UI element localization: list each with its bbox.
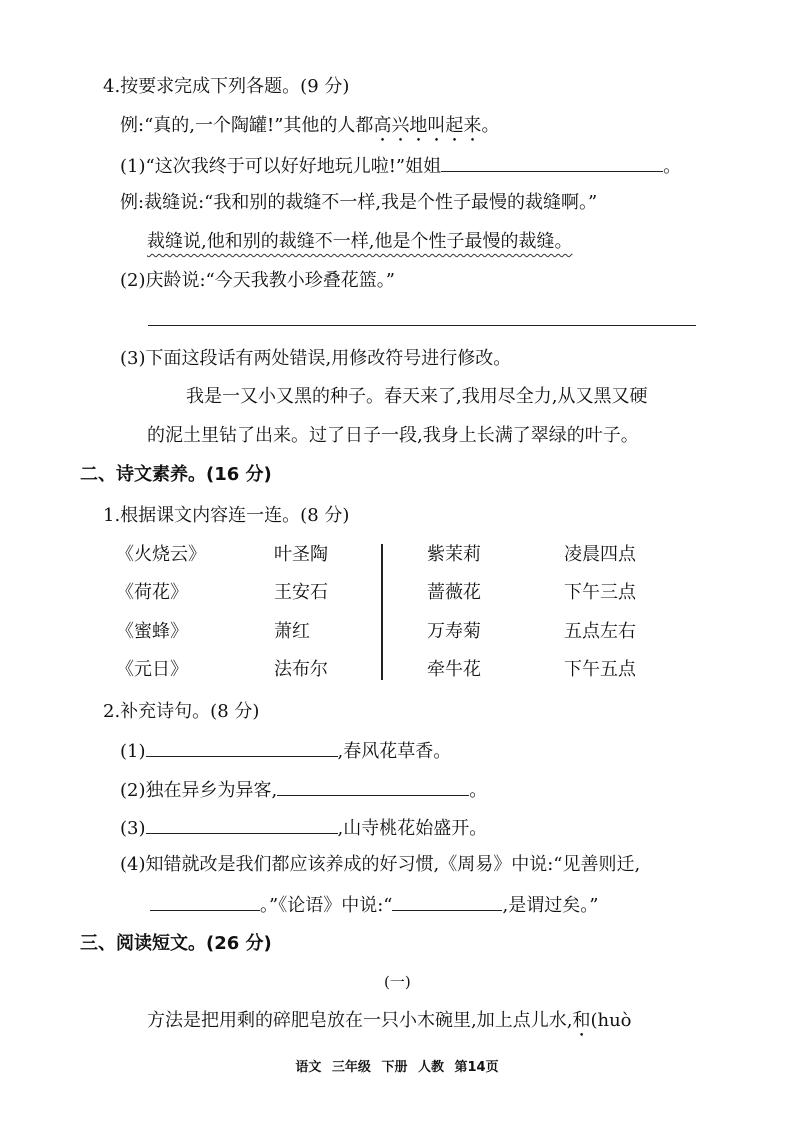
item-1-text: (1)“这次我终于可以好好地玩儿啦!”姐姐 (120, 156, 442, 177)
poem-item-4-mid: 。”《论语》中说:“ (260, 895, 393, 916)
poem-item-2-end: 。 (469, 780, 488, 801)
q4-example-2-answer (147, 230, 572, 254)
q4-item-3-line-2: 的泥土里钻了出来。过了日子一段,我身上长满了翠绿的叶子。 (147, 425, 639, 446)
match-flower[interactable]: 牵牛花 (427, 659, 481, 680)
match-title[interactable]: 《元日》 (116, 659, 188, 680)
q4-item-2: (2)庆龄说:“今天我教小珍叠花篮。” (120, 270, 395, 291)
poem-item-3 (120, 815, 487, 841)
passage-line-1 (147, 1009, 632, 1041)
poem-blank-2[interactable] (277, 777, 469, 796)
q4-item-3-line-1: 我是一又小又黑的种子。春天来了,我用尽全力,从又黑又硬 (186, 386, 648, 407)
emphasis-dotted-char: 和 (572, 1010, 591, 1031)
match-title[interactable]: 《荷花》 (116, 582, 188, 603)
poem-item-2-text: (2)独在异乡为异客, (120, 780, 278, 801)
page-footer: 语文 三年级 下册 人教 第14页 (295, 1060, 499, 1075)
match-author[interactable]: 叶圣陶 (274, 544, 328, 565)
poem-blank-3[interactable] (146, 815, 338, 834)
match-flower[interactable]: 蔷薇花 (427, 582, 481, 603)
q4-example-1 (120, 114, 499, 146)
section-2-q2-title: 2.补充诗句。(8 分) (103, 701, 260, 722)
pinyin-annotation: (huò (590, 1010, 632, 1031)
passage-subtitle: (一) (384, 973, 411, 991)
poem-blank-4a[interactable] (150, 892, 260, 911)
poem-item-1-text: ,春风花草香。 (337, 741, 452, 762)
match-flower[interactable]: 紫茉莉 (427, 544, 481, 565)
poem-item-3-text: ,山寺桃花始盛开。 (337, 818, 488, 839)
poem-item-4-end: ,是谓过矣。” (502, 895, 599, 916)
section-2-heading: 二、诗文素养。(16 分) (80, 464, 272, 485)
match-time[interactable]: 下午三点 (564, 582, 636, 603)
match-time[interactable]: 五点左右 (564, 621, 636, 642)
poem-item-4-line-2 (150, 892, 598, 918)
answer-line-2[interactable] (148, 325, 696, 326)
match-author[interactable]: 萧红 (274, 621, 310, 642)
q4-example-2: 例:裁缝说:“我和别的裁缝不一样,我是个性子最慢的裁缝啊。” (120, 192, 598, 213)
q4-item-3-title: (3)下面这段话有两处错误,用修改符号进行修改。 (120, 348, 512, 369)
match-flower[interactable]: 万寿菊 (427, 621, 481, 642)
match-title[interactable]: 《火烧云》 (116, 544, 206, 565)
section-3-heading: 三、阅读短文。(26 分) (80, 933, 272, 954)
poem-item-1-num: (1) (120, 741, 146, 762)
poem-item-1 (120, 738, 451, 764)
example-1-text: 例:“真的,一个陶罐!”其他的人都 (120, 115, 374, 136)
match-time[interactable]: 下午五点 (564, 659, 636, 680)
match-author[interactable]: 王安石 (274, 582, 328, 603)
poem-item-3-num: (3) (120, 818, 146, 839)
poem-item-2 (120, 777, 487, 803)
passage-text: 方法是把用剩的碎肥皂放在一只小木碗里,加上点儿水, (147, 1010, 573, 1031)
matching-divider (381, 544, 383, 680)
match-time[interactable]: 凌晨四点 (564, 544, 636, 565)
match-author[interactable]: 法布尔 (274, 659, 328, 680)
poem-blank-1[interactable] (146, 738, 338, 757)
answer-blank-1[interactable] (441, 153, 663, 172)
poem-blank-4b[interactable] (392, 892, 502, 911)
wavy-underlined-answer: 裁缝说,他和别的裁缝不一样,他是个性子最慢的裁缝。 (147, 231, 573, 252)
match-title[interactable]: 《蜜蜂》 (116, 621, 188, 642)
section-2-q1-title: 1.根据课文内容连一连。(8 分) (103, 505, 350, 526)
q4-title: 4.按要求完成下列各题。(9 分) (103, 76, 350, 97)
q4-item-1 (120, 153, 681, 179)
example-1-end: 。 (481, 115, 500, 136)
item-1-end: 。 (663, 156, 682, 177)
emphasis-dotted-phrase: 高兴地叫起来 (373, 115, 482, 136)
poem-item-4-line-1: (4)知错就改是我们都应该养成的好习惯,《周易》中说:“见善则迁, (120, 854, 641, 875)
